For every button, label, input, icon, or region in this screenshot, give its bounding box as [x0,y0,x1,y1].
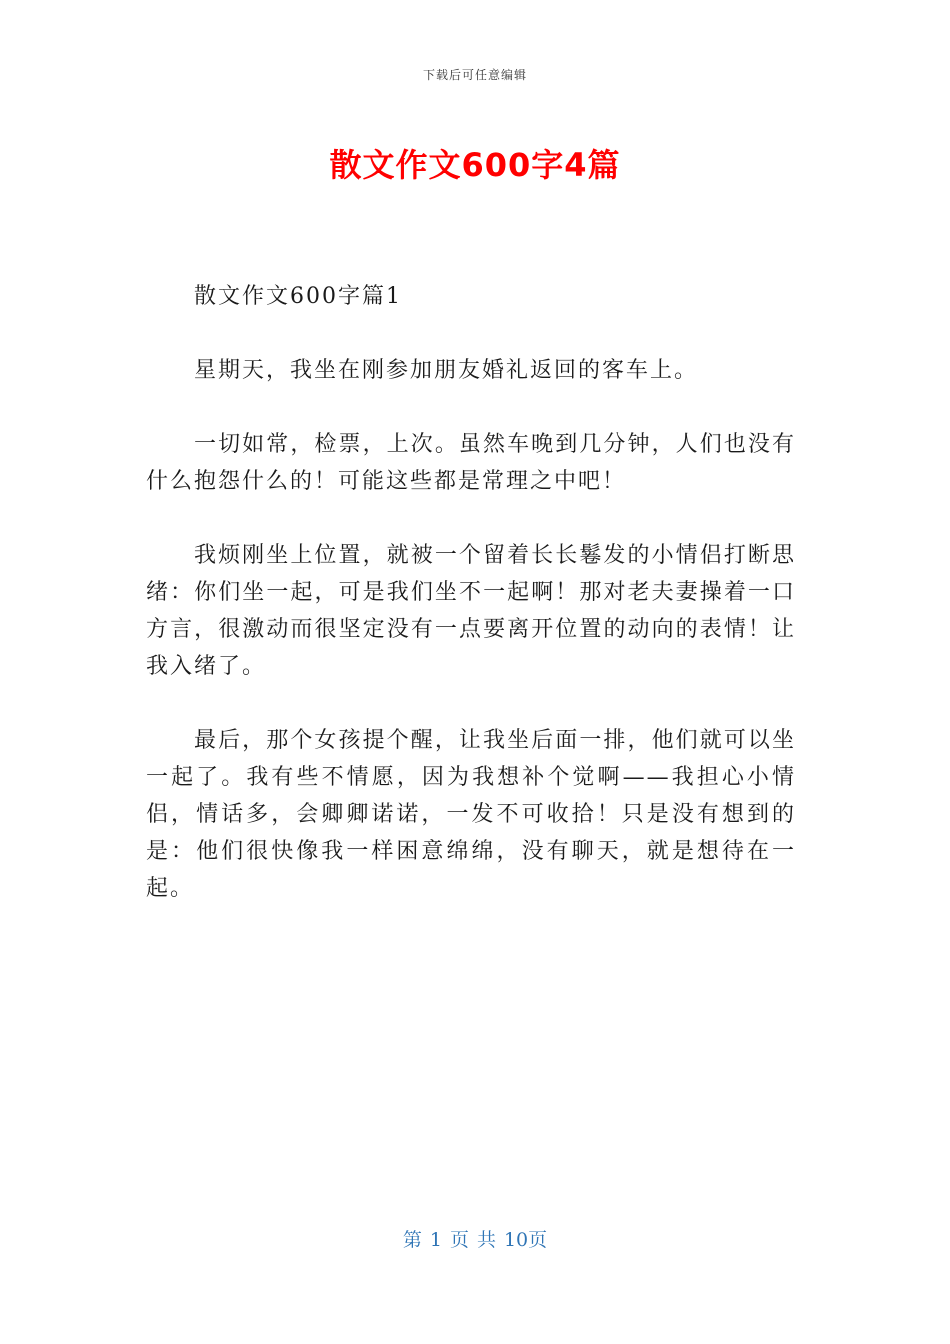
page-footer [0,1225,950,1252]
footer-total-prefix: 共 [476,1229,496,1251]
section-heading: 散文作文600字篇1 [194,284,402,309]
document-body [146,278,796,944]
paragraph: 星期天，我坐在刚参加朋友婚礼返回的客车上。 [194,358,699,383]
paragraph: 最后，那个女孩提个醒，让我坐后面一排，他们就可以坐一起了。我有些不情愿，因为我想补个觉啊——我担心小情侣，情话多，会卿卿诺诺，一发不可收拾！只是没有想到的是：他们很快像我一样困意绵绵，没有聊天，就是想待在一起。 [146,728,796,901]
footer-page-word: 页 [449,1229,469,1251]
document-title: 散文作文600字4篇 [329,146,621,184]
paragraph: 我烦刚坐上位置，就被一个留着长长鬈发的小情侣打断思绪：你们坐一起，可是我们坐不一起啊！那对老夫妻操着一口方言，很激动而很坚定没有一点要离开位置的动向的表情！让我入绪了。 [146,543,796,679]
current-page-number: 1 [429,1229,442,1251]
footer-prefix: 第 [402,1229,422,1251]
total-pages: 10页 [503,1229,548,1251]
paragraph: 一切如常，检票，上次。虽然车晚到几分钟，人们也没有什么抱怨什么的！可能这些都是常理之中吧！ [146,432,796,494]
header-note: 下载后可任意编辑 [422,68,527,82]
